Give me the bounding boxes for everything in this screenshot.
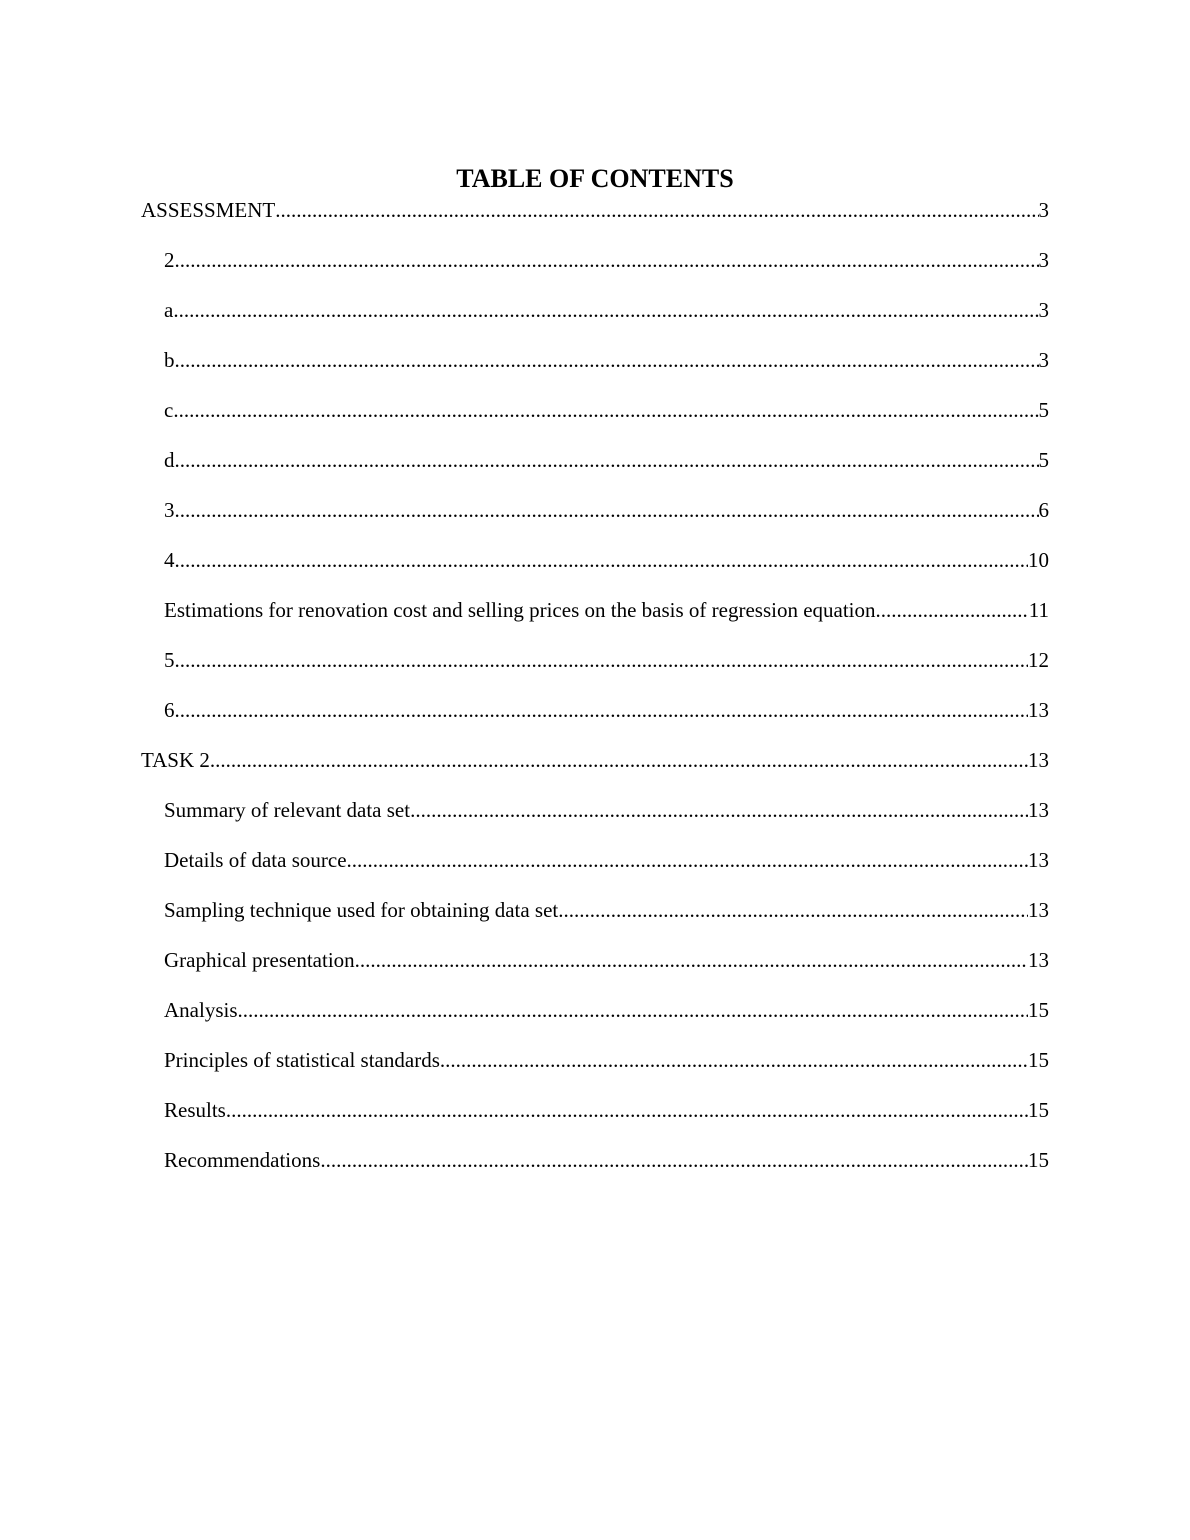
toc-entry-estimations[interactable] [141,595,1049,645]
dot-leader [175,245,1039,275]
toc-entry-page: 13 [1028,948,1049,972]
toc-entry-page: 5 [1038,448,1049,472]
toc-entry-page: 15 [1028,998,1049,1022]
toc-entry-details[interactable] [141,845,1049,895]
dot-leader [175,495,1039,525]
toc-entry-page: 3 [1038,298,1049,322]
toc-entry-label: Principles of statistical standards [164,1048,440,1072]
toc-entry-page: 15 [1028,1148,1049,1172]
dot-leader [558,895,1028,925]
toc-entry-label: a [164,298,174,322]
dot-leader [410,795,1028,825]
toc-title: TABLE OF CONTENTS [456,164,734,193]
toc-entry-label: 4 [164,548,175,572]
toc-entry-label: 5 [164,648,175,672]
toc-entry-page: 13 [1028,898,1049,922]
dot-leader [440,1045,1028,1075]
toc-entry-label: Analysis [164,998,238,1022]
toc-entry-6[interactable] [141,695,1049,745]
dot-leader [876,595,1029,625]
toc-entry-label: ASSESSMENT [141,198,276,222]
dot-leader [275,195,1038,225]
toc-entry-label: TASK 2 [141,748,210,772]
toc-entry-label: Recommendations [164,1148,321,1172]
dot-leader [355,945,1028,975]
toc-entry-d[interactable] [141,445,1049,495]
toc-list [141,195,1049,1195]
toc-entry-sampling[interactable] [141,895,1049,945]
toc-entry-page: 5 [1038,398,1049,422]
toc-entry-graphical[interactable] [141,945,1049,995]
toc-entry-label: d [164,448,175,472]
toc-entry-results[interactable] [141,1095,1049,1145]
toc-entry-analysis[interactable] [141,995,1049,1045]
toc-entry-label: Summary of relevant data set [164,798,411,822]
toc-entry-label: Estimations for renovation cost and selling prices on the basis of regression equation [164,598,876,622]
toc-entry-assessment[interactable] [141,195,1049,245]
toc-entry-c[interactable] [141,395,1049,445]
toc-entry-label: b [164,348,175,372]
dot-leader [173,395,1038,425]
toc-entry-recommendations[interactable] [141,1145,1049,1195]
dot-leader [173,295,1038,325]
dot-leader [226,1095,1028,1125]
toc-entry-page: 15 [1028,1048,1049,1072]
toc-entry-2[interactable] [141,245,1049,295]
toc-entry-page: 13 [1028,748,1049,772]
toc-entry-label: c [164,398,174,422]
toc-entry-page: 15 [1028,1098,1049,1122]
toc-entry-label: 3 [164,498,175,522]
dot-leader [238,995,1029,1025]
dot-leader [210,745,1028,775]
toc-entry-principles[interactable] [141,1045,1049,1095]
dot-leader [175,545,1029,575]
toc-entry-page: 3 [1038,348,1049,372]
toc-entry-page: 13 [1028,798,1049,822]
toc-entry-5[interactable] [141,645,1049,695]
toc-entry-label: 6 [164,698,175,722]
toc-entry-page: 13 [1028,698,1049,722]
toc-entry-page: 3 [1038,198,1049,222]
toc-entry-label: 2 [164,248,175,272]
toc-entry-summary[interactable] [141,795,1049,845]
toc-entry-page: 12 [1028,648,1049,672]
dot-leader [175,645,1029,675]
toc-entry-task-2[interactable] [141,745,1049,795]
toc-entry-label: Results [164,1098,226,1122]
toc-entry-4[interactable] [141,545,1049,595]
toc-entry-page: 13 [1028,848,1049,872]
toc-entry-b[interactable] [141,345,1049,395]
toc-entry-page: 6 [1038,498,1049,522]
dot-leader [347,845,1028,875]
toc-entry-label: Graphical presentation [164,948,355,972]
toc-entry-3[interactable] [141,495,1049,545]
toc-entry-page: 3 [1038,248,1049,272]
dot-leader [175,445,1039,475]
dot-leader [175,695,1029,725]
toc-entry-a[interactable] [141,295,1049,345]
toc-entry-page: 10 [1028,548,1049,572]
toc-entry-label: Details of data source [164,848,347,872]
toc-entry-label: Sampling technique used for obtaining data set [164,898,559,922]
dot-leader [175,345,1039,375]
toc-entry-page: 11 [1028,598,1049,622]
dot-leader [320,1145,1028,1175]
